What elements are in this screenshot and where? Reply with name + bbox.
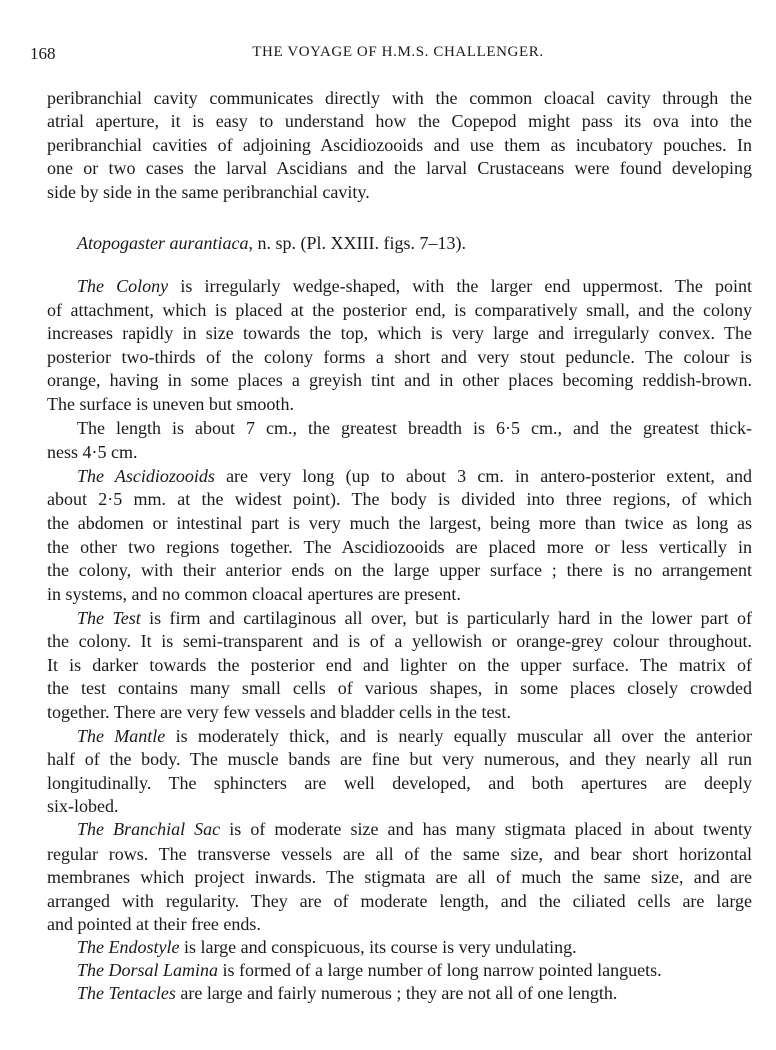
text-line — [47, 181, 752, 204]
line-text: atrial aperture, it is easy to understand how the Copepod might pass its ova into the — [47, 111, 752, 131]
text-line — [77, 982, 752, 1005]
line-text: the test contains many small cells of various shapes, in some places closely crowded — [47, 678, 752, 698]
text-line — [77, 936, 752, 959]
text-line — [77, 417, 752, 440]
italic-term: The Tentacles — [77, 983, 176, 1003]
text-line — [77, 607, 752, 630]
line-text: side by side in the same peribranchial cavity. — [47, 182, 370, 202]
text-line — [47, 299, 752, 322]
line-text: arranged with regularity. They are of moderate length, and the ciliated cells are large — [47, 891, 752, 911]
text-line — [47, 441, 752, 464]
text-line — [47, 346, 752, 369]
text-line — [47, 866, 752, 889]
italic-term: The Endostyle — [77, 937, 180, 957]
line-text: peribranchial cavities of adjoining Ascidiozooids and use them as incubatory pouches. In — [47, 135, 752, 155]
line-text: is moderately thick, and is nearly equally muscular all over the anterior — [165, 726, 752, 746]
line-text: six-lobed. — [47, 796, 119, 816]
text-line — [47, 157, 752, 180]
line-text: posterior two-thirds of the colony forms a short and very stout peduncle. The colour is — [47, 347, 752, 367]
line-text: membranes which project inwards. The stigmata are all of much the same size, and are — [47, 867, 752, 887]
section-heading — [77, 232, 752, 255]
text-line — [47, 512, 752, 535]
line-text: ness 4·5 cm. — [47, 442, 138, 462]
text-line — [47, 748, 752, 771]
text-line — [47, 913, 752, 936]
line-text: one or two cases the larval Ascidians and the larval Crustaceans were found developing — [47, 158, 752, 178]
line-text: the colony. It is semi-transparent and is of a yellowish or orange-grey colour throughout. — [47, 631, 752, 651]
italic-term: The Branchial Sac — [77, 819, 221, 839]
text-line — [47, 87, 752, 110]
line-text: orange, having in some places a greyish tint and in other places becoming reddish-brown. — [47, 370, 752, 390]
line-text: The surface is uneven but smooth. — [47, 394, 294, 414]
line-text: is large and conspicuous, its course is very undulating. — [179, 937, 577, 957]
line-text: is firm and cartilaginous all over, but is particularly hard in the lower part of — [140, 608, 752, 628]
line-text: are large and fairly numerous ; they are not all of one length. — [175, 983, 618, 1003]
line-text: is irregularly wedge-shaped, with the larger end uppermost. The point — [168, 276, 753, 296]
running-title: THE VOYAGE OF H.M.S. CHALLENGER. — [252, 44, 544, 60]
text-line — [47, 559, 752, 582]
line-text: of attachment, which is placed at the posterior end, is comparatively small, and the colony — [47, 300, 752, 320]
line-text: in systems, and no common cloacal apertures are present. — [47, 584, 461, 604]
text-line — [47, 630, 752, 653]
text-line — [47, 110, 752, 133]
italic-term: The Mantle — [77, 726, 166, 746]
line-text: half of the body. The muscle bands are fine but very numerous, and they nearly all run — [47, 749, 752, 769]
text-line — [77, 725, 752, 748]
italic-term: Atopogaster aurantiaca — [77, 233, 249, 253]
line-text: together. There are very few vessels and bladder cells in the test. — [47, 702, 511, 722]
text-line — [47, 843, 752, 866]
text-line — [77, 959, 752, 982]
text-line — [47, 654, 752, 677]
text-line — [47, 701, 752, 724]
line-text: are very long (up to about 3 cm. in antero-posterior extent, and — [214, 466, 752, 486]
text-line — [47, 536, 752, 559]
text-line — [47, 772, 752, 795]
line-text: is formed of a large number of long narrow pointed languets. — [218, 960, 662, 980]
italic-term: The Test — [77, 608, 141, 628]
text-line — [47, 795, 752, 818]
text-line — [47, 583, 752, 606]
page-number: 168 — [30, 44, 56, 63]
text-line — [47, 369, 752, 392]
line-text: the other two regions together. The Ascidiozooids are placed more or less vertically in — [47, 537, 752, 557]
line-text: regular rows. The transverse vessels are all of the same size, and bear short horizontal — [47, 844, 752, 864]
line-text: longitudinally. The sphincters are well developed, and both apertures are deeply — [47, 773, 752, 793]
line-text: increases rapidly in size towards the top, which is very large and irregularly convex. The — [47, 323, 752, 343]
line-text: and pointed at their free ends. — [47, 914, 261, 934]
text-line — [77, 465, 752, 488]
line-text: the colony, with their anterior ends on the large upper surface ; there is no arrangement — [47, 560, 752, 580]
text-line — [47, 488, 752, 511]
italic-term: The Ascidiozooids — [77, 466, 215, 486]
line-text: It is darker towards the posterior end and lighter on the upper surface. The matrix of — [47, 655, 752, 675]
text-line — [47, 134, 752, 157]
text-line — [47, 393, 752, 416]
text-line — [47, 677, 752, 700]
line-text: The length is about 7 cm., the greatest breadth is 6·5 cm., and the greatest thick- — [77, 418, 752, 438]
text-line — [77, 818, 752, 841]
italic-term: The Colony — [77, 276, 169, 296]
text-line — [77, 275, 752, 298]
line-text: is of moderate size and has many stigmata placed in about twenty — [220, 819, 753, 839]
text-line — [47, 890, 752, 913]
text-line — [47, 322, 752, 345]
line-text: about 2·5 mm. at the widest point). The body is divided into three regions, of which — [47, 489, 752, 509]
italic-term: The Dorsal Lamina — [77, 960, 219, 980]
line-text: , n. sp. (Pl. XXIII. figs. 7–13). — [248, 233, 466, 253]
line-text: peribranchial cavity communicates directly with the common cloacal cavity through the — [47, 88, 752, 108]
line-text: the abdomen or intestinal part is very much the largest, being more than twice as long as — [47, 513, 752, 533]
